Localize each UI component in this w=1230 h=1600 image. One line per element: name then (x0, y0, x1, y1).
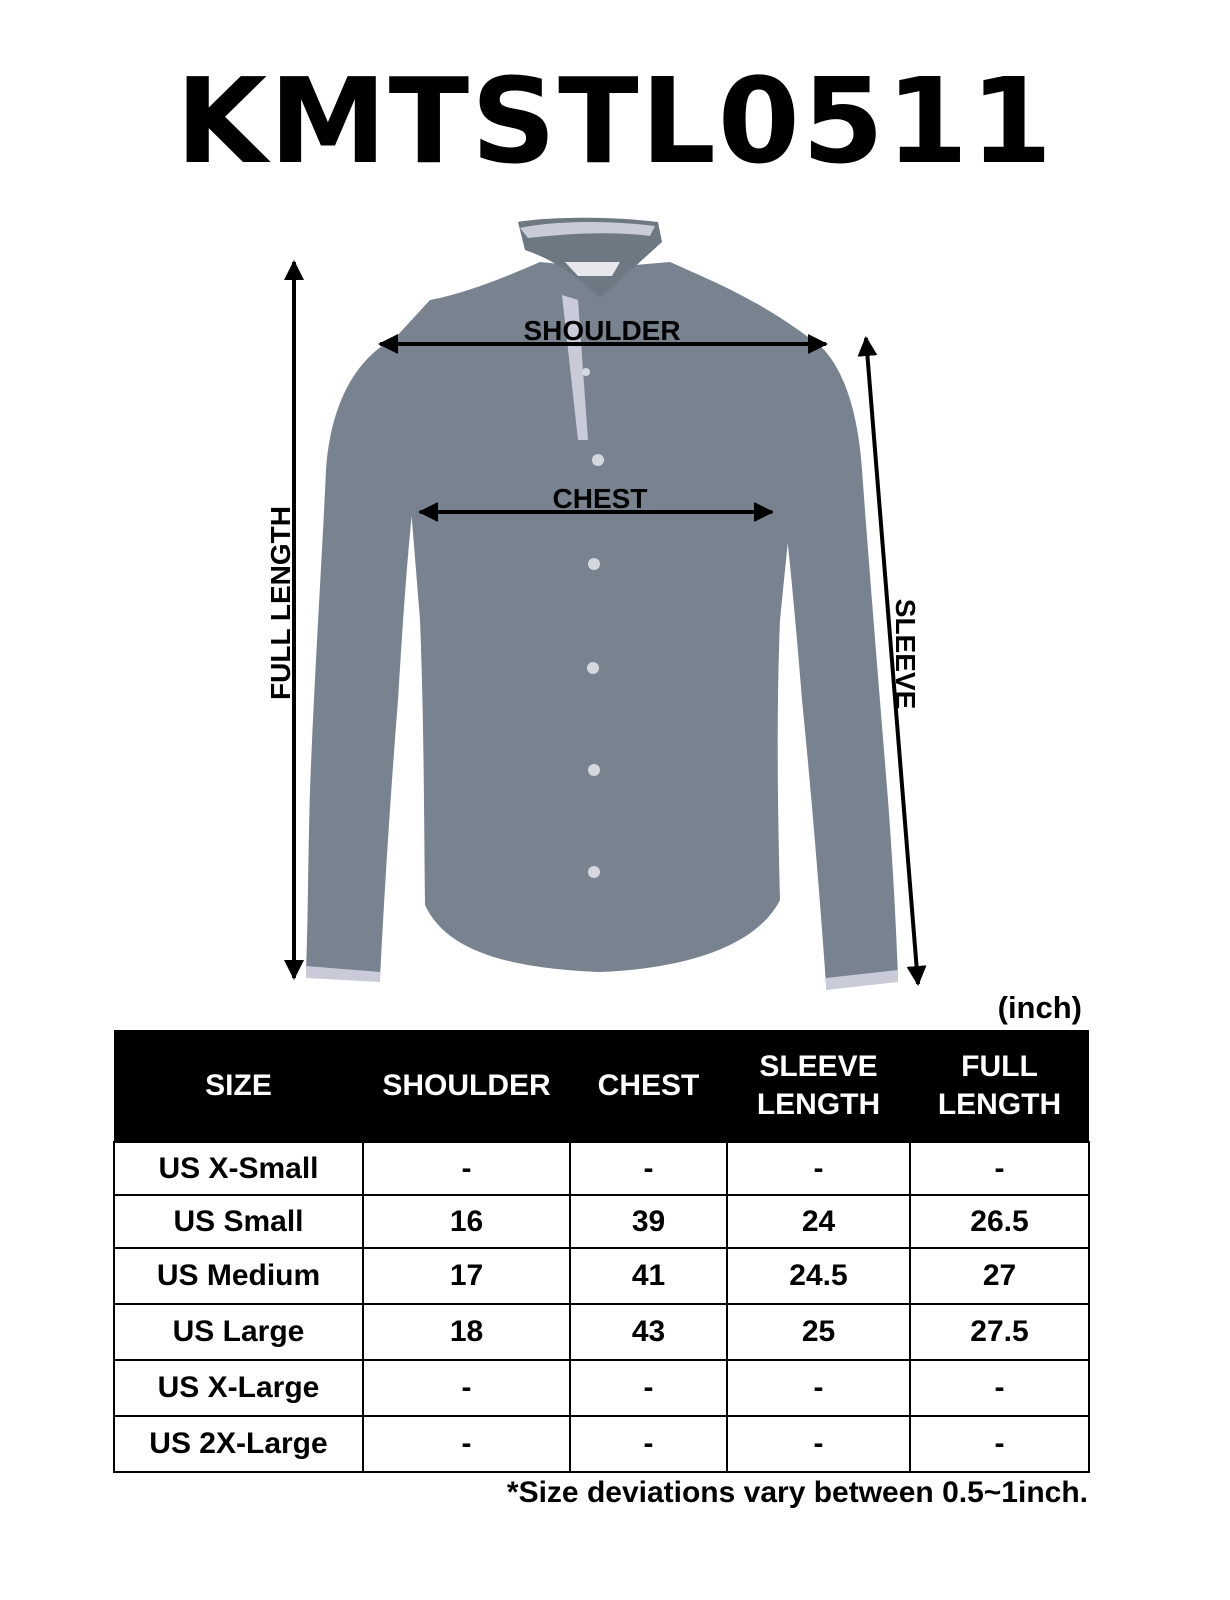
shoulder-cell: 17 (363, 1248, 570, 1304)
full-length-cell: 26.5 (910, 1195, 1089, 1248)
chest-cell: - (570, 1360, 727, 1416)
shoulder-cell: - (363, 1142, 570, 1195)
shoulder-cell: 18 (363, 1304, 570, 1360)
table-row (114, 1195, 1089, 1248)
table-row (114, 1416, 1089, 1472)
shirt-button (587, 662, 599, 674)
left-sleeve (306, 338, 418, 978)
shirt-button (588, 558, 600, 570)
sleeve-cell: - (727, 1142, 910, 1195)
table-row (114, 1360, 1089, 1416)
shirt-button (588, 866, 600, 878)
product-code-title: KMTSTL0511 (175, 52, 1055, 190)
chest-cell: 41 (570, 1248, 727, 1304)
size-cell: US Medium (114, 1248, 363, 1304)
header-shoulder: SHOULDER (363, 1030, 570, 1142)
unit-label: (inch) (997, 990, 1082, 1025)
size-cell: US X-Large (114, 1360, 363, 1416)
size-cell: US 2X-Large (114, 1416, 363, 1472)
table-row (114, 1142, 1089, 1195)
table-row (114, 1248, 1089, 1304)
size-deviation-note: *Size deviations vary between 0.5~1inch. (506, 1476, 1088, 1509)
chest-cell: 39 (570, 1195, 727, 1248)
shoulder-cell: - (363, 1360, 570, 1416)
shirt-button (588, 764, 600, 776)
full-length-label: FULL LENGTH (265, 506, 296, 700)
size-cell: US X-Small (114, 1142, 363, 1195)
sleeve-label: SLEEVE (890, 598, 921, 710)
sleeve-cell: 24.5 (727, 1248, 910, 1304)
header-sleeve-length: SLEEVE LENGTH (727, 1030, 910, 1142)
full-length-cell: 27.5 (910, 1304, 1089, 1360)
size-cell: US Large (114, 1304, 363, 1360)
header-full-length: FULL LENGTH (910, 1030, 1089, 1142)
full-length-cell: 27 (910, 1248, 1089, 1304)
chest-cell: - (570, 1416, 727, 1472)
sleeve-cell: - (727, 1416, 910, 1472)
header-chest: CHEST (570, 1030, 727, 1142)
full-length-cell: - (910, 1360, 1089, 1416)
chest-cell: - (570, 1142, 727, 1195)
shoulder-cell: 16 (363, 1195, 570, 1248)
size-cell: US Small (114, 1195, 363, 1248)
sleeve-cell: - (727, 1360, 910, 1416)
table-header-row (114, 1030, 1089, 1142)
sleeve-cell: 25 (727, 1304, 910, 1360)
full-length-cell: - (910, 1142, 1089, 1195)
chest-label: CHEST (552, 483, 648, 514)
shirt-button (582, 368, 590, 376)
shoulder-cell: - (363, 1416, 570, 1472)
sleeve-cell: 24 (727, 1195, 910, 1248)
chest-cell: 43 (570, 1304, 727, 1360)
size-chart-table (113, 1030, 1090, 1473)
shirt-button (592, 454, 604, 466)
shoulder-label: SHOULDER (523, 315, 681, 346)
table-row (114, 1304, 1089, 1360)
shirt-body (395, 262, 812, 972)
header-size: SIZE (114, 1030, 363, 1142)
full-length-cell: - (910, 1416, 1089, 1472)
